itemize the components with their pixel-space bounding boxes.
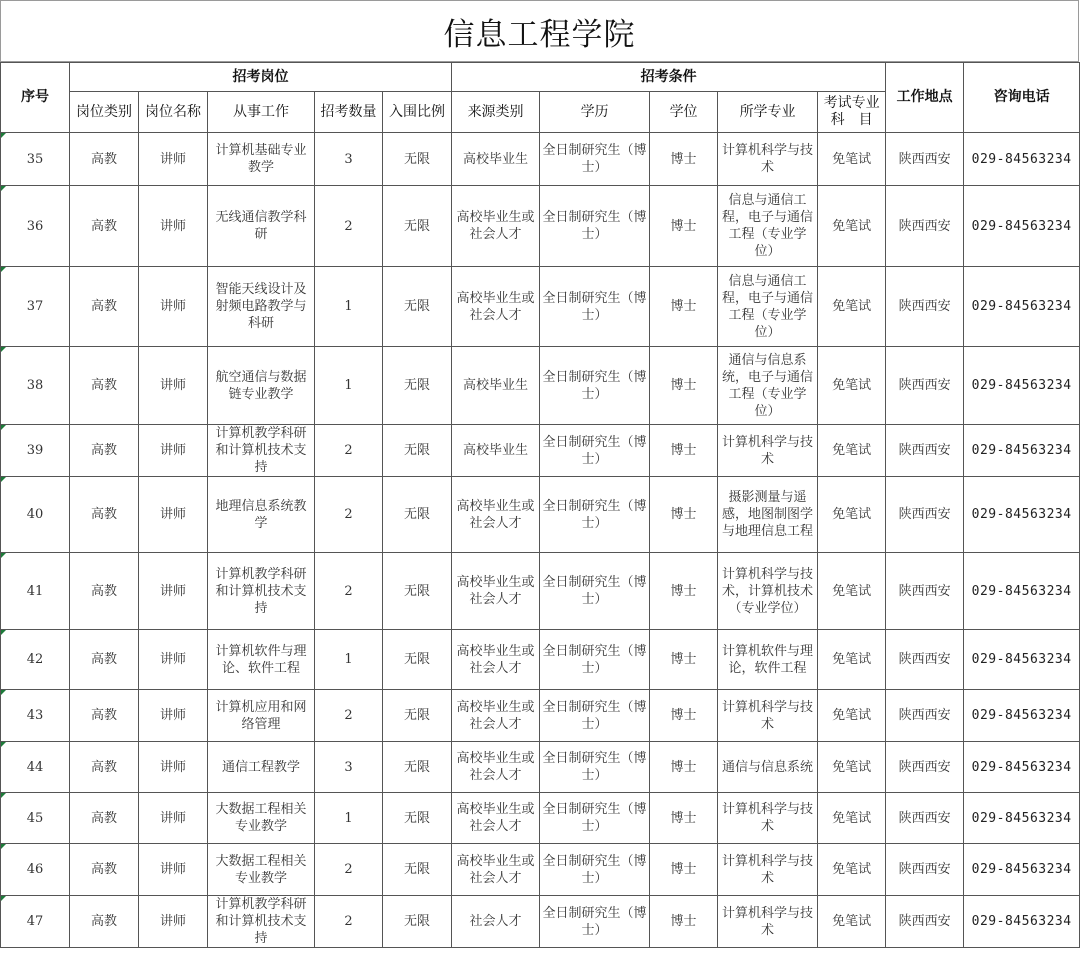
- cell-phone: 029-84563234: [964, 793, 1080, 844]
- cell-major: 计算机科学与技术: [718, 425, 818, 477]
- cell-phone: 029-84563234: [964, 477, 1080, 553]
- cell-category: 高教: [70, 844, 139, 896]
- cell-education: 全日制研究生（博士）: [540, 267, 650, 347]
- cell-name: 讲师: [139, 690, 208, 742]
- cell-exam: 免笔试: [818, 347, 886, 425]
- cell-ratio: 无限: [383, 896, 452, 948]
- cell-source: 高校毕业生或社会人才: [452, 267, 540, 347]
- cell-work: 大数据工程相关专业教学: [208, 793, 315, 844]
- cell-name: 讲师: [139, 186, 208, 267]
- cell-location: 陕西西安: [886, 133, 964, 186]
- cell-seq: 39: [1, 425, 70, 477]
- cell-location: 陕西西安: [886, 477, 964, 553]
- cell-source: 高校毕业生或社会人才: [452, 742, 540, 793]
- cell-category: 高教: [70, 425, 139, 477]
- cell-seq: 45: [1, 793, 70, 844]
- cell-source: 社会人才: [452, 896, 540, 948]
- header-degree: 学位: [650, 92, 718, 133]
- cell-source: 高校毕业生或社会人才: [452, 477, 540, 553]
- page-title: 信息工程学院: [0, 0, 1079, 62]
- cell-exam: 免笔试: [818, 690, 886, 742]
- header-category: 岗位类别: [70, 92, 139, 133]
- cell-education: 全日制研究生（博士）: [540, 186, 650, 267]
- cell-education: 全日制研究生（博士）: [540, 630, 650, 690]
- cell-category: 高教: [70, 793, 139, 844]
- cell-name: 讲师: [139, 630, 208, 690]
- cell-major: 信息与通信工程，电子与通信工程（专业学位）: [718, 186, 818, 267]
- table-row: [1, 186, 1080, 267]
- cell-seq: 46: [1, 844, 70, 896]
- cell-degree: 博士: [650, 347, 718, 425]
- cell-exam: 免笔试: [818, 793, 886, 844]
- cell-ratio: 无限: [383, 133, 452, 186]
- cell-work: 计算机软件与理论、软件工程: [208, 630, 315, 690]
- cell-count: 2: [315, 477, 383, 553]
- cell-exam: 免笔试: [818, 186, 886, 267]
- cell-major: 计算机软件与理论，软件工程: [718, 630, 818, 690]
- cell-degree: 博士: [650, 267, 718, 347]
- cell-seq: 41: [1, 553, 70, 630]
- cell-location: 陕西西安: [886, 186, 964, 267]
- cell-degree: 博士: [650, 186, 718, 267]
- table-row: [1, 844, 1080, 896]
- cell-education: 全日制研究生（博士）: [540, 742, 650, 793]
- cell-phone: 029-84563234: [964, 844, 1080, 896]
- cell-name: 讲师: [139, 793, 208, 844]
- cell-phone: 029-84563234: [964, 742, 1080, 793]
- cell-phone: 029-84563234: [964, 630, 1080, 690]
- cell-major: 计算机科学与技术: [718, 133, 818, 186]
- table-row: [1, 133, 1080, 186]
- table-body: [1, 133, 1080, 948]
- cell-degree: 博士: [650, 844, 718, 896]
- cell-education: 全日制研究生（博士）: [540, 477, 650, 553]
- cell-exam: 免笔试: [818, 477, 886, 553]
- cell-education: 全日制研究生（博士）: [540, 347, 650, 425]
- cell-count: 3: [315, 742, 383, 793]
- cell-exam: 免笔试: [818, 133, 886, 186]
- table-row: [1, 347, 1080, 425]
- cell-source: 高校毕业生或社会人才: [452, 690, 540, 742]
- table-row: [1, 267, 1080, 347]
- cell-phone: 029-84563234: [964, 896, 1080, 948]
- table-row: [1, 425, 1080, 477]
- cell-category: 高教: [70, 186, 139, 267]
- header-location: 工作地点: [886, 63, 964, 133]
- cell-count: 1: [315, 347, 383, 425]
- cell-location: 陕西西安: [886, 742, 964, 793]
- cell-location: 陕西西安: [886, 630, 964, 690]
- cell-phone: 029-84563234: [964, 347, 1080, 425]
- cell-count: 2: [315, 896, 383, 948]
- cell-ratio: 无限: [383, 425, 452, 477]
- cell-ratio: 无限: [383, 742, 452, 793]
- cell-work: 计算机应用和网络管理: [208, 690, 315, 742]
- cell-education: 全日制研究生（博士）: [540, 133, 650, 186]
- cell-major: 计算机科学与技术: [718, 690, 818, 742]
- cell-education: 全日制研究生（博士）: [540, 690, 650, 742]
- cell-phone: 029-84563234: [964, 690, 1080, 742]
- table-row: [1, 477, 1080, 553]
- cell-education: 全日制研究生（博士）: [540, 553, 650, 630]
- cell-source: 高校毕业生: [452, 133, 540, 186]
- cell-work: 无线通信教学科研: [208, 186, 315, 267]
- header-education: 学历: [540, 92, 650, 133]
- cell-degree: 博士: [650, 553, 718, 630]
- cell-seq: 37: [1, 267, 70, 347]
- cell-name: 讲师: [139, 133, 208, 186]
- cell-degree: 博士: [650, 133, 718, 186]
- cell-seq: 38: [1, 347, 70, 425]
- cell-seq: 36: [1, 186, 70, 267]
- cell-location: 陕西西安: [886, 267, 964, 347]
- header-work: 从事工作: [208, 92, 315, 133]
- header-group-conditions: 招考条件: [452, 63, 886, 92]
- cell-name: 讲师: [139, 425, 208, 477]
- cell-count: 1: [315, 267, 383, 347]
- cell-degree: 博士: [650, 630, 718, 690]
- cell-location: 陕西西安: [886, 690, 964, 742]
- cell-exam: 免笔试: [818, 844, 886, 896]
- recruitment-table: [0, 62, 1080, 948]
- cell-phone: 029-84563234: [964, 553, 1080, 630]
- cell-major: 计算机科学与技术: [718, 844, 818, 896]
- cell-source: 高校毕业生或社会人才: [452, 630, 540, 690]
- table-row: [1, 793, 1080, 844]
- cell-phone: 029-84563234: [964, 267, 1080, 347]
- cell-name: 讲师: [139, 477, 208, 553]
- cell-ratio: 无限: [383, 347, 452, 425]
- cell-work: 计算机基础专业教学: [208, 133, 315, 186]
- cell-phone: 029-84563234: [964, 186, 1080, 267]
- cell-degree: 博士: [650, 793, 718, 844]
- cell-major: 计算机科学与技术，计算机技术（专业学位）: [718, 553, 818, 630]
- cell-source: 高校毕业生: [452, 347, 540, 425]
- cell-name: 讲师: [139, 553, 208, 630]
- cell-location: 陕西西安: [886, 896, 964, 948]
- header-group-position: 招考岗位: [70, 63, 452, 92]
- cell-work: 通信工程教学: [208, 742, 315, 793]
- cell-count: 2: [315, 844, 383, 896]
- cell-exam: 免笔试: [818, 742, 886, 793]
- cell-major: 摄影测量与遥感，地图制图学与地理信息工程: [718, 477, 818, 553]
- cell-count: 1: [315, 793, 383, 844]
- cell-category: 高教: [70, 742, 139, 793]
- table-row: [1, 742, 1080, 793]
- cell-phone: 029-84563234: [964, 425, 1080, 477]
- cell-exam: 免笔试: [818, 896, 886, 948]
- cell-major: 通信与信息系统，电子与通信工程（专业学位）: [718, 347, 818, 425]
- cell-exam: 免笔试: [818, 267, 886, 347]
- cell-category: 高教: [70, 267, 139, 347]
- header-ratio: 入围比例: [383, 92, 452, 133]
- header-name: 岗位名称: [139, 92, 208, 133]
- cell-category: 高教: [70, 477, 139, 553]
- cell-ratio: 无限: [383, 267, 452, 347]
- header-source: 来源类别: [452, 92, 540, 133]
- cell-ratio: 无限: [383, 553, 452, 630]
- cell-category: 高教: [70, 896, 139, 948]
- table-row: [1, 690, 1080, 742]
- cell-work: 计算机教学科研和计算机技术支持: [208, 553, 315, 630]
- cell-work: 航空通信与数据链专业教学: [208, 347, 315, 425]
- cell-exam: 免笔试: [818, 630, 886, 690]
- table-header: [1, 63, 1080, 133]
- cell-name: 讲师: [139, 347, 208, 425]
- cell-seq: 35: [1, 133, 70, 186]
- cell-education: 全日制研究生（博士）: [540, 425, 650, 477]
- header-seq: 序号: [1, 63, 70, 133]
- cell-location: 陕西西安: [886, 793, 964, 844]
- cell-location: 陕西西安: [886, 553, 964, 630]
- table-row: [1, 630, 1080, 690]
- cell-name: 讲师: [139, 896, 208, 948]
- cell-seq: 43: [1, 690, 70, 742]
- header-exam: 考试专业科 目: [818, 92, 886, 133]
- cell-major: 计算机科学与技术: [718, 793, 818, 844]
- cell-ratio: 无限: [383, 690, 452, 742]
- cell-count: 2: [315, 690, 383, 742]
- cell-major: 计算机科学与技术: [718, 896, 818, 948]
- cell-degree: 博士: [650, 477, 718, 553]
- cell-ratio: 无限: [383, 630, 452, 690]
- cell-category: 高教: [70, 133, 139, 186]
- cell-category: 高教: [70, 347, 139, 425]
- cell-degree: 博士: [650, 896, 718, 948]
- cell-seq: 44: [1, 742, 70, 793]
- table-row: [1, 553, 1080, 630]
- cell-seq: 40: [1, 477, 70, 553]
- cell-name: 讲师: [139, 844, 208, 896]
- cell-ratio: 无限: [383, 793, 452, 844]
- cell-source: 高校毕业生: [452, 425, 540, 477]
- cell-seq: 42: [1, 630, 70, 690]
- cell-work: 计算机教学科研和计算机技术支持: [208, 425, 315, 477]
- cell-category: 高教: [70, 553, 139, 630]
- cell-name: 讲师: [139, 742, 208, 793]
- cell-ratio: 无限: [383, 844, 452, 896]
- header-count: 招考数量: [315, 92, 383, 133]
- cell-category: 高教: [70, 630, 139, 690]
- cell-seq: 47: [1, 896, 70, 948]
- cell-work: 智能天线设计及射频电路教学与科研: [208, 267, 315, 347]
- cell-education: 全日制研究生（博士）: [540, 896, 650, 948]
- cell-name: 讲师: [139, 267, 208, 347]
- cell-count: 2: [315, 425, 383, 477]
- cell-exam: 免笔试: [818, 425, 886, 477]
- cell-phone: 029-84563234: [964, 133, 1080, 186]
- header-phone: 咨询电话: [964, 63, 1080, 133]
- cell-source: 高校毕业生或社会人才: [452, 186, 540, 267]
- cell-education: 全日制研究生（博士）: [540, 793, 650, 844]
- cell-location: 陕西西安: [886, 425, 964, 477]
- cell-ratio: 无限: [383, 186, 452, 267]
- cell-location: 陕西西安: [886, 347, 964, 425]
- header-major: 所学专业: [718, 92, 818, 133]
- cell-category: 高教: [70, 690, 139, 742]
- cell-work: 地理信息系统教学: [208, 477, 315, 553]
- cell-major: 信息与通信工程，电子与通信工程（专业学位）: [718, 267, 818, 347]
- cell-count: 2: [315, 553, 383, 630]
- cell-count: 2: [315, 186, 383, 267]
- cell-degree: 博士: [650, 742, 718, 793]
- cell-degree: 博士: [650, 425, 718, 477]
- cell-major: 通信与信息系统: [718, 742, 818, 793]
- cell-work: 大数据工程相关专业教学: [208, 844, 315, 896]
- table-row: [1, 896, 1080, 948]
- cell-exam: 免笔试: [818, 553, 886, 630]
- cell-count: 1: [315, 630, 383, 690]
- cell-source: 高校毕业生或社会人才: [452, 553, 540, 630]
- cell-source: 高校毕业生或社会人才: [452, 844, 540, 896]
- cell-location: 陕西西安: [886, 844, 964, 896]
- cell-count: 3: [315, 133, 383, 186]
- cell-work: 计算机教学科研和计算机技术支持: [208, 896, 315, 948]
- cell-education: 全日制研究生（博士）: [540, 844, 650, 896]
- cell-degree: 博士: [650, 690, 718, 742]
- cell-ratio: 无限: [383, 477, 452, 553]
- cell-source: 高校毕业生或社会人才: [452, 793, 540, 844]
